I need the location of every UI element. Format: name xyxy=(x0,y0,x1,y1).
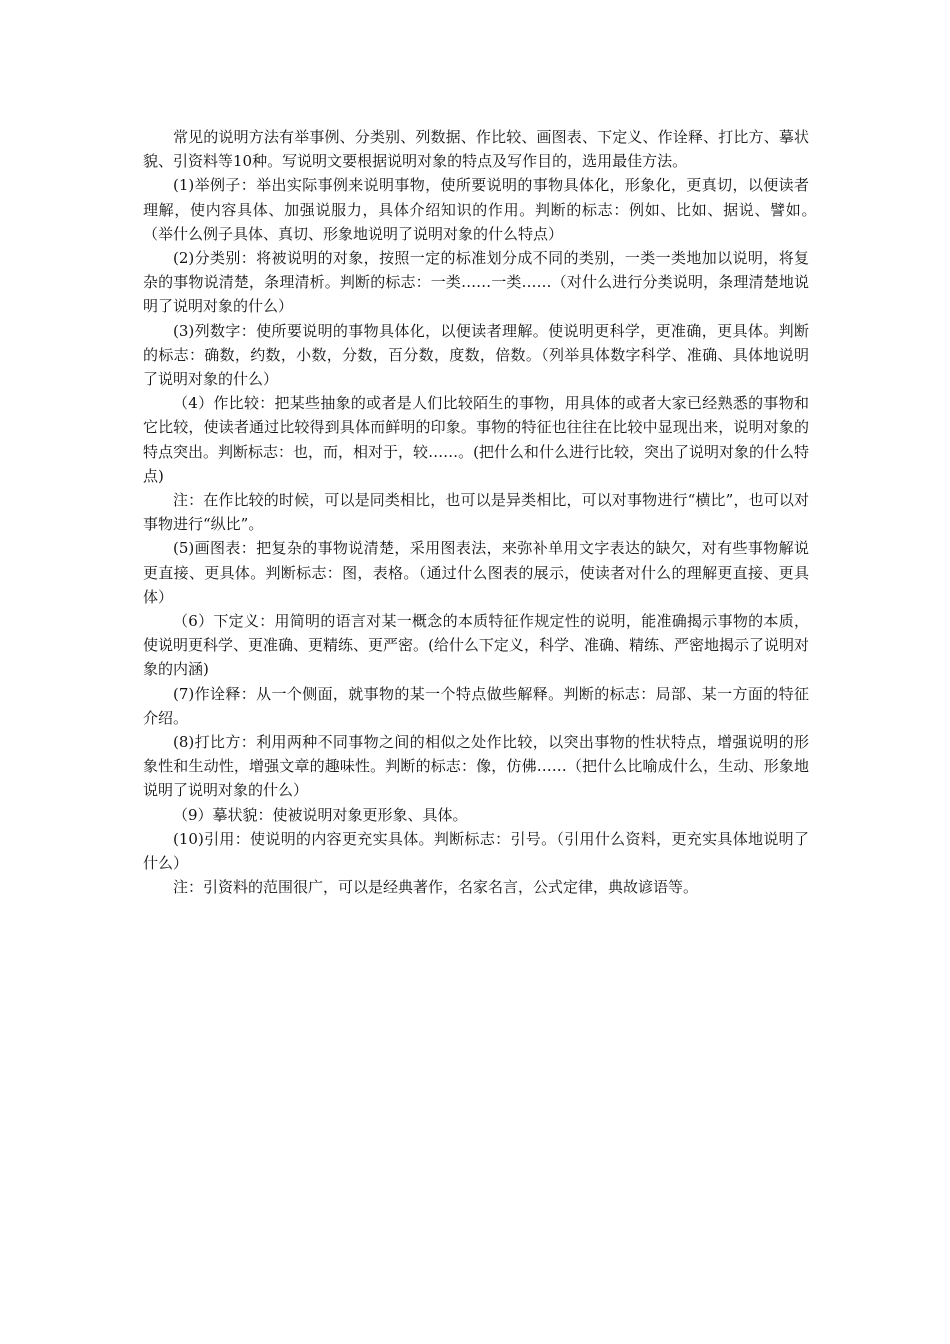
document-body xyxy=(143,125,825,900)
paragraph-numbers: (3)列数字：使所要说明的事物具体化，以便读者理解。使说明更科学，更准确，更具体。判断的标志：确数，约数，小数，分数，百分数，度数，倍数。（列举具体数字科学、准确、具体地说明了说明对象的什么） xyxy=(143,321,809,389)
note-citation: 注：引资料的范围很广，可以是经典著作，名家名言，公式定律，典故谚语等。 xyxy=(173,878,699,897)
paragraph-charts: (5)画图表：把复杂的事物说清楚，采用图表法，来弥补单用文字表达的缺欠，对有些事物解说更直接、更具体。判断标志：图，表格。（通过什么图表的展示，使读者对什么的理解更直接、更具体） xyxy=(143,539,809,606)
paragraph-examples: (1)举例子：举出实际事例来说明事物，使所要说明的事物具体化，形象化，更真切，以便读者理解，使内容具体、加强说服力，具体介绍知识的作用。判断的标志：例如、比如、据说、譬如。 （举什么例子具体、真切、形象地说明了说明对象的什么特点） xyxy=(143,176,825,243)
paragraph-description: （9）摹状貌：使被说明对象更形象、具体。 xyxy=(173,805,468,824)
paragraph-explanation: (7)作诠释：从一个侧面，就事物的某一个特点做些解释。判断的标志：局部、某一方面的特征介绍。 xyxy=(143,684,809,727)
intro-paragraph: 常见的说明方法有举事例、分类别、列数据、作比较、画图表、下定义、作诠释、打比方、摹状貌、引资料等10种。写说明文要根据说明对象的特点及写作目的，选用最佳方法。 xyxy=(143,128,809,171)
paragraph-definition: （6）下定义：用简明的语言对某一概念的本质特征作规定性的说明，能准确揭示事物的本质，使说明更科学、更准确、更精练、更严密。(给什么下定义，科学、准确、精练、严密地揭示了说明对象的内涵) xyxy=(143,612,809,679)
paragraph-comparison: （4）作比较：把某些抽象的或者是人们比较陌生的事物，用具体的或者大家已经熟悉的事物和它比较，使读者通过比较得到具体而鲜明的印象。事物的特征也往往在比较中显现出来，说明对象的特点突出。判断标志：也，而，相对于，较……。(把什么和什么进行比较，突出了说明对象的什么特点) xyxy=(143,394,809,485)
note-comparison: 注：在作比较的时候，可以是同类相比，也可以是异类相比，可以对事物进行“横比”，也可以对事物进行“纵比”。 xyxy=(143,491,809,534)
paragraph-citation: (10)引用：使说明的内容更充实具体。判断标志：引号。（引用什么资料，更充实具体地说明了什么） xyxy=(143,829,809,873)
paragraph-analogy: (8)打比方：利用两种不同事物之间的相似之处作比较，以突出事物的性状特点，增强说明的形象性和生动性，增强文章的趣味性。判断的标志：像，仿佛……（把什么比喻成什么，生动、形象地说明了说明对象的什么） xyxy=(143,733,809,800)
paragraph-classification: (2)分类别：将被说明的对象，按照一定的标准划分成不同的类别，一类一类地加以说明，将复杂的事物说清楚，条理清析。判断的标志：一类……一类……（对什么进行分类说明，条理清楚地说明了说明对象的什么） xyxy=(143,249,809,316)
